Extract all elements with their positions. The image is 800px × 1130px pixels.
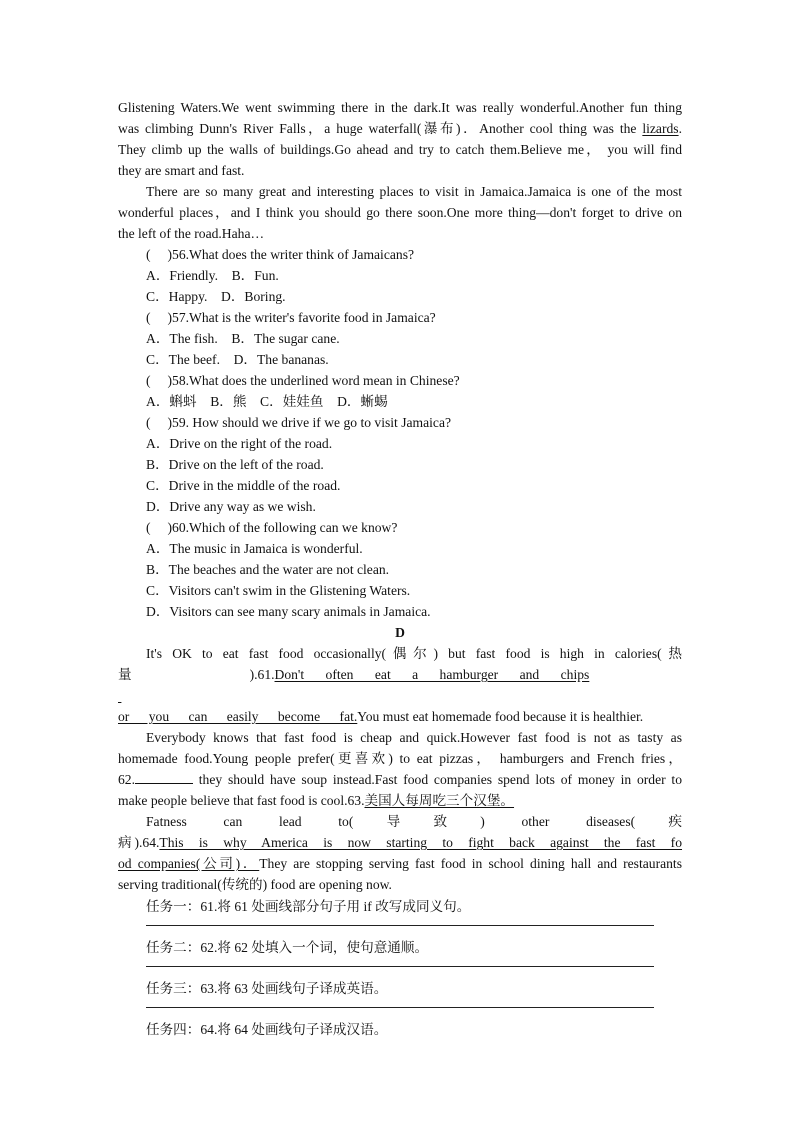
- passage-line: Fatness can lead to(导致) other diseases(疾: [146, 814, 682, 829]
- passage-line: homemade food.Young people prefer(更喜欢) to eat pizzas， hamburgers and French fries，: [118, 751, 682, 766]
- underlined-sentence-64: This is why America is now starting to fight back against the fast fo: [159, 835, 683, 850]
- passage-line: [118, 769, 682, 790]
- question-stem: ( )60.Which of the following can we know?: [146, 520, 398, 535]
- passage-text: .: [678, 121, 682, 136]
- question-option: A．Friendly. B．Fun.: [146, 268, 279, 283]
- answer-line[interactable]: [146, 1007, 654, 1008]
- passage-text: was climbing Dunn's River Falls，a huge waterfall(瀑布)．Another cool thing was the: [118, 121, 643, 136]
- passage-line: [118, 706, 682, 727]
- passage-line: Glistening Waters.We went swimming there in the dark.It was really wonderful.Another fun thing: [118, 100, 682, 115]
- passage-line: [118, 832, 682, 853]
- question-option: A．The music in Jamaica is wonderful.: [146, 541, 363, 556]
- passage-text: make people believe that fast food is cool.63.: [118, 793, 365, 808]
- question-option: A．Drive on the right of the road.: [146, 436, 333, 451]
- passage-text: They are stopping serving fast food in school dining hall and restaurants: [259, 856, 683, 871]
- question-option: B．The beaches and the water are not clean.: [146, 562, 390, 577]
- passage-line: It's OK to eat fast food occasionally(偶尔) but fast food is high in calories(热: [146, 646, 682, 661]
- underlined-sentence-64-cont: od companies(公司)．: [118, 856, 260, 871]
- question-option: C．Happy. D．Boring.: [146, 289, 286, 304]
- blank-62: [135, 769, 193, 784]
- task-4: 任务四：64.将 64 处画线句子译成汉语。: [146, 1022, 388, 1037]
- passage-text: 62.: [118, 772, 135, 787]
- passage-line: they are smart and fast.: [118, 163, 245, 178]
- passage-text: 病).64.: [118, 835, 160, 850]
- underlined-sentence-61-cont: or you can easily become fat.: [118, 709, 358, 724]
- question-option: C．Visitors can't swim in the Glistening Waters.: [146, 583, 411, 598]
- question-option: C．Drive in the middle of the road.: [146, 478, 341, 493]
- passage-line: There are so many great and interesting places to visit in Jamaica.Jamaica is one of the most: [146, 184, 682, 199]
- underlined-sentence-63: 美国人每周吃三个汉堡。: [364, 793, 515, 808]
- answer-line[interactable]: [146, 925, 654, 926]
- question-option: C．The beef. D．The bananas.: [146, 352, 329, 367]
- question-stem: ( )56.What does the writer think of Jamaicans?: [146, 247, 415, 262]
- question-option: A．The fish. B．The sugar cane.: [146, 331, 340, 346]
- passage-text: ).61.: [249, 667, 275, 682]
- question-option: D．Drive any way as we wish.: [146, 499, 316, 514]
- passage-line: [118, 118, 682, 139]
- passage-text: 量: [118, 667, 132, 682]
- underlined-sentence-61: Don't often eat a hamburger and chips: [274, 667, 590, 682]
- answer-line[interactable]: [146, 966, 654, 967]
- passage-line: serving traditional(传统的) food are opening now.: [118, 877, 392, 892]
- passage-line: [118, 664, 682, 706]
- passage-text: they should have soup instead.Fast food companies spend lots of money in order to: [193, 772, 682, 787]
- passage-line: They climb up the walls of buildings.Go ahead and try to catch them.Believe me， you will find: [118, 142, 682, 157]
- content-column: [118, 97, 682, 1040]
- question-stem: ( )57.What is the writer's favorite food in Jamaica?: [146, 310, 436, 325]
- question-stem: ( )58.What does the underlined word mean in Chinese?: [146, 373, 460, 388]
- task-3: 任务三：63.将 63 处画线句子译成英语。: [146, 981, 388, 996]
- question-stem: ( )59. How should we drive if we go to visit Jamaica?: [146, 415, 452, 430]
- section-heading: D: [395, 625, 405, 640]
- task-1: 任务一：61.将 61 处画线部分句子用 if 改写成同义句。: [146, 899, 471, 914]
- question-option: B．Drive on the left of the road.: [146, 457, 324, 472]
- passage-line: [118, 853, 682, 874]
- underlined-word-lizards: lizards: [642, 121, 679, 136]
- passage-line: wonderful places，and I think you should go there soon.One more thing—don't forget to drive on: [118, 205, 682, 220]
- passage-line: [118, 790, 682, 811]
- passage-line: the left of the road.Haha…: [118, 226, 265, 241]
- passage-text: You must eat homemade food because it is healthier.: [357, 709, 644, 724]
- question-option: D．Visitors can see many scary animals in Jamaica.: [146, 604, 431, 619]
- task-2: 任务二：62.将 62 处填入一个词，使句意通顺。: [146, 940, 429, 955]
- passage-line: Everybody knows that fast food is cheap and quick.However fast food is not as tasty as: [146, 730, 682, 745]
- question-option: A．蝌蚪 B．熊 C．娃娃鱼 D．蜥蜴: [146, 394, 388, 409]
